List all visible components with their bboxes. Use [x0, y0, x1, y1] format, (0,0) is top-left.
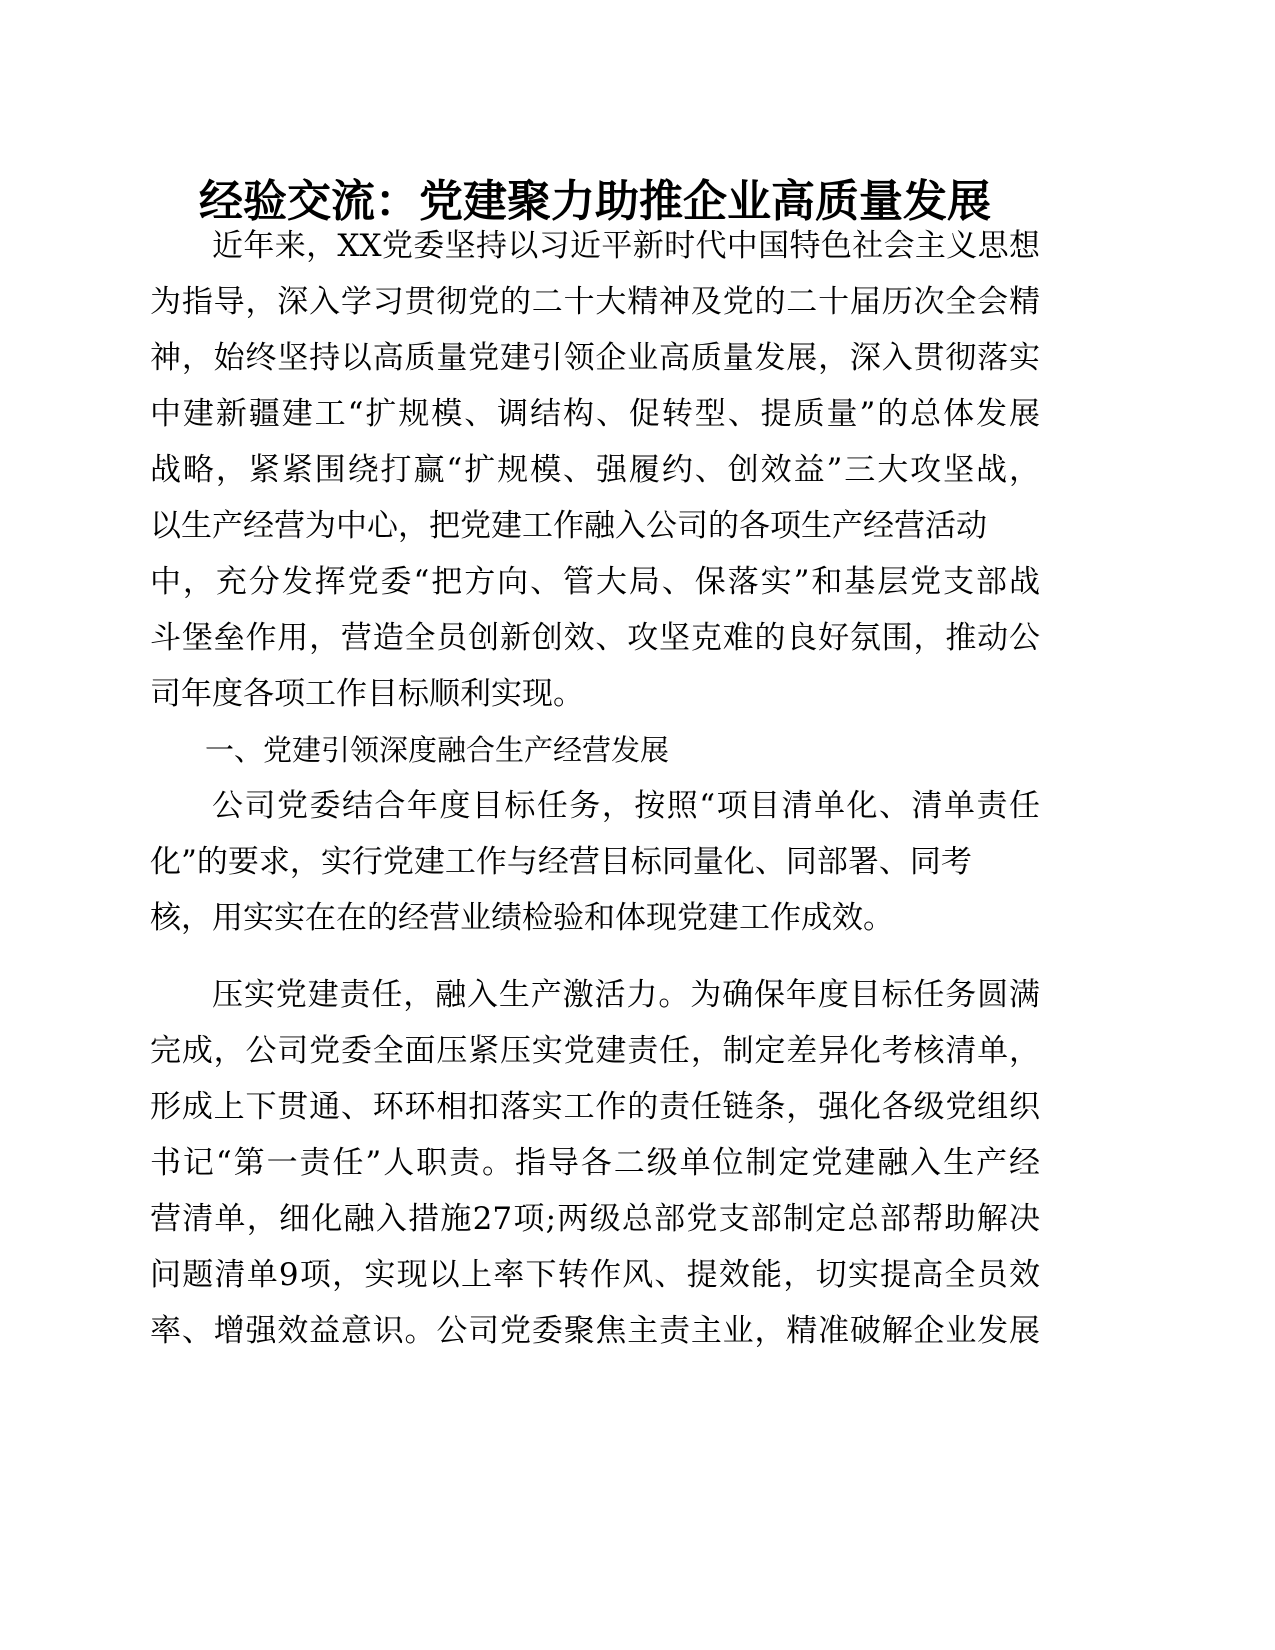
paragraph-line: 战略，紧紧围绕打赢“扩规模、强履约、创效益”三大攻坚战， [150, 452, 1040, 488]
page-title: 经验交流：党建聚力助推企业高质量发展 [199, 176, 991, 227]
paragraph-line: 化”的要求，实行党建工作与经营目标同量化、同部署、同考 [150, 844, 972, 880]
section-heading: 一、党建引领深度融合生产经营发展 [205, 733, 670, 767]
paragraph-line: 压实党建责任，融入生产激活力。为确保年度目标任务圆满 [212, 977, 1040, 1013]
paragraph-line: 神，始终坚持以高质量党建引领企业高质量发展，深入贯彻落实 [150, 340, 1040, 376]
paragraph-line: 中，充分发挥党委“把方向、管大局、保落实”和基层党支部战 [150, 564, 1040, 600]
paragraph-line: 完成，公司党委全面压紧压实党建责任，制定差异化考核清单， [150, 1033, 1040, 1069]
paragraph-line: 斗堡垒作用，营造全员创新创效、攻坚克难的良好氛围，推动公 [150, 620, 1040, 656]
paragraph-line: 中建新疆建工“扩规模、调结构、促转型、提质量”的总体发展 [150, 396, 1040, 432]
paragraph-line: 以生产经营为中心，把党建工作融入公司的各项生产经营活动 [150, 508, 987, 544]
paragraph-line: 形成上下贯通、环环相扣落实工作的责任链条，强化各级党组织 [150, 1089, 1040, 1125]
paragraph-line: 问题清单9项，实现以上率下转作风、提效能，切实提高全员效 [150, 1257, 1040, 1293]
paragraph-line: 率、增强效益意识。公司党委聚焦主责主业，精准破解企业发展 [150, 1313, 1040, 1349]
paragraph-line: 近年来，XX党委坚持以习近平新时代中国特色社会主义思想 [212, 228, 1040, 264]
paragraph-line: 核，用实实在在的经营业绩检验和体现党建工作成效。 [150, 900, 894, 936]
paragraph-line: 为指导，深入学习贯彻党的二十大精神及党的二十届历次全会精 [150, 284, 1040, 320]
paragraph-line: 司年度各项工作目标顺利实现。 [150, 676, 584, 712]
paragraph-line: 公司党委结合年度目标任务，按照“项目清单化、清单责任 [212, 788, 1040, 824]
paragraph-line: 书记“第一责任”人职责。指导各二级单位制定党建融入生产经 [150, 1145, 1040, 1181]
paragraph-line: 营清单，细化融入措施27项;两级总部党支部制定总部帮助解决 [150, 1201, 1040, 1237]
